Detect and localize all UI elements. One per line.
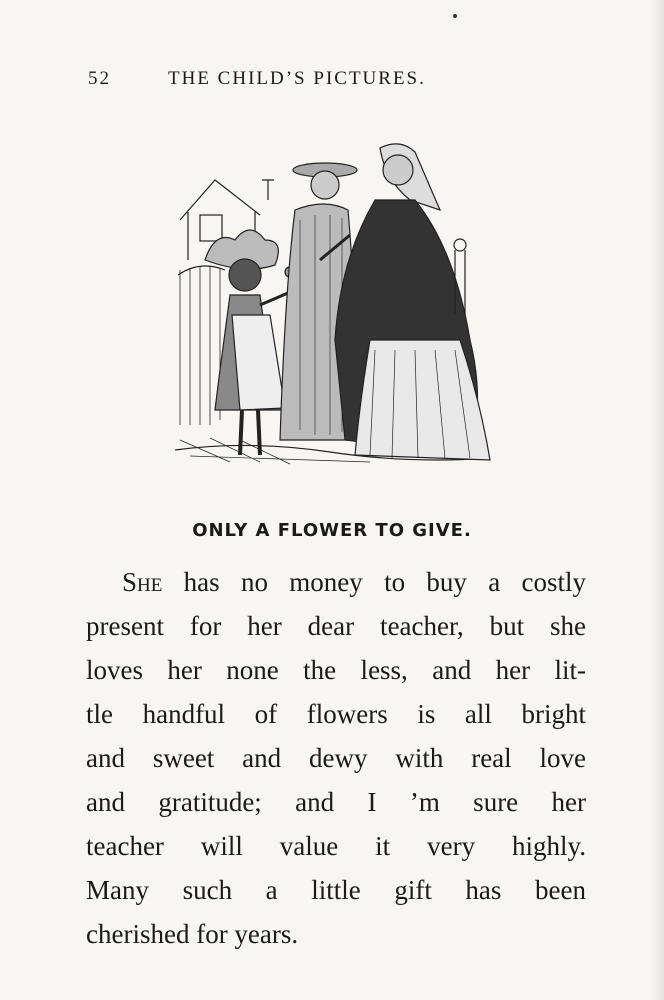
running-head: THE CHILD’S PICTURES. xyxy=(168,68,426,89)
page-number: 52 xyxy=(88,68,111,89)
text-line: and gratitude; and I ’m sure her xyxy=(86,787,586,817)
engraving-child-giving-flowers-illustration xyxy=(170,140,495,470)
illustration-caption: ONLY A FLOWER TO GIVE. xyxy=(192,520,472,541)
text-line: teacher will value it very highly. xyxy=(86,831,586,861)
drop-word: She xyxy=(122,567,163,597)
text-line: tle handful of flowers is all bright xyxy=(86,699,586,729)
text-line: She has no money to buy a costly xyxy=(122,567,586,597)
text-line: loves her none the less, and her lit- xyxy=(86,655,586,685)
body-paragraph xyxy=(86,560,586,956)
text-line: cherished for years. xyxy=(86,919,299,949)
text-line: and sweet and dewy with real love xyxy=(86,743,586,773)
ink-speck xyxy=(453,14,457,18)
page-header xyxy=(88,68,528,96)
text-line: Many such a little gift has been xyxy=(86,875,586,905)
text-line: present for her dear teacher, but she xyxy=(86,611,586,641)
page-edge-shadow xyxy=(650,0,664,1000)
